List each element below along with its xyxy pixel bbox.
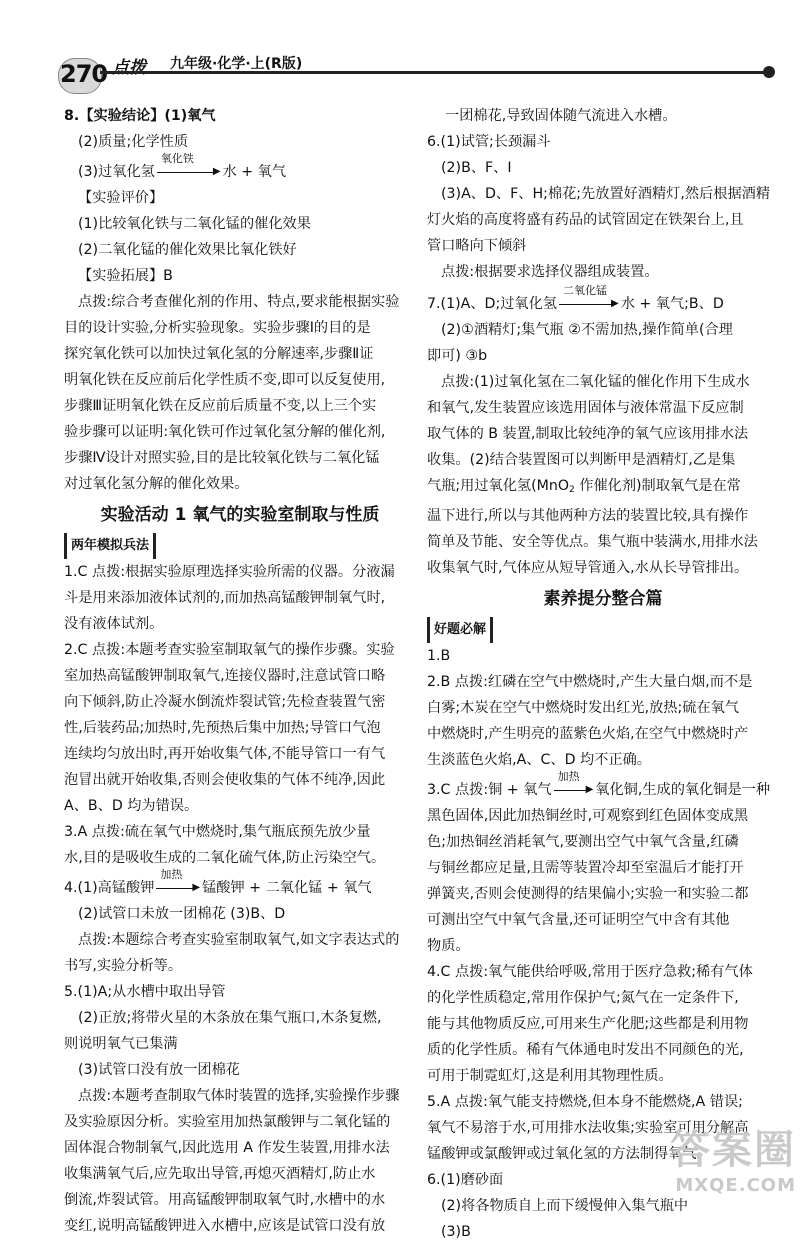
answer-2: 2.C 点拨:本题考查实验室制取氧气的操作步骤。实验 室加热高锰酸钾制取氧气,连接仪器时,注意试管口略 向下倾斜,防止冷凝水倒流炸裂试管;先检查装置气密 性,后装药品;加热时,先预热后集中加热;导管口气泡 连续均匀放出时,再开始收集气体,不能导管口一有气 泡冒出就开始收集,否则会使收集的气体不纯净,因此 A、B、D 均为错误。: [64, 642, 395, 814]
tip-line: 探究氧化铁可以加快过氧化氢的分解速率,步骤Ⅱ证: [64, 346, 374, 362]
answer-6-tip: 点拨:根据要求选择仪器组成装置。: [441, 264, 659, 280]
answer-r4: 4.C 点拨:氧气能供给呼吸,常用于医疗急救;稀有气体 的化学性质稳定,常用作保护气;氮气在一定条件下, 能与其他物质反应,可用来生产化肥;这些都是利用物 质的化学性质。稀有气体通电时发出不同颜色的光, 可用于制霓虹灯,这是利用其物理性质。: [427, 964, 753, 1084]
q8-equation: [64, 152, 416, 185]
q8-conclusion: 8.【实验结论】(1)氧气: [64, 108, 216, 124]
q8-products: 水 + 氧气: [222, 164, 287, 180]
answer-7-tip: 点拨:(1)过氧化氢在二氧化锰的催化作用下生成水 和氧气,发生装置应该选用固体与液体常温下反应制 取气体的 B 装置,制取比较纯净的氧气应该用排水法 收集。(2)结合装置图可以判断甲是酒精灯,乙是集 气瓶;用过氧化氢(MnO$_2$ 作催化剂)制取氧气是在常 温下进行,所以与其他两种方法的装置比较,具有操作 简单及节能、安全等优点。集气瓶中装满水,用排水法 收集氧气时,气体应从短导管通入,水从长导管排出。: [427, 374, 758, 576]
answer-3: 3.A 点拨:硫在氧气中燃烧时,集气瓶底预先放少量 水,目的是吸收生成的二氧化硫气体,防止污染空气。: [64, 824, 386, 866]
q8-extension: 【实验拓展】B: [78, 268, 173, 284]
left-column: [64, 103, 416, 1239]
book-subtitle: 九年级·化学·上(R版): [170, 56, 303, 72]
answer-4-tip: 点拨:本题综合考查实验室制取氧气,如文字表达式的 书写,实验分析等。: [64, 932, 400, 974]
continued-line: 一团棉花,导致固体随气流进入水槽。: [445, 108, 677, 124]
page-header: [0, 0, 806, 110]
reaction-arrow-icon: 加热 ▶: [156, 875, 200, 901]
answer-4-line2: (2)试管口未放一团棉花 (3)B、D: [78, 906, 286, 922]
watermark-url: MXQE.COM: [675, 1175, 796, 1196]
tag-two-years: 两年模拟兵法: [64, 533, 156, 559]
brand-logo: 点拨: [112, 58, 146, 78]
tip-line: 对过氧化氢分解的催化效果。: [64, 476, 249, 492]
answer-r6: 6.(1)磨砂面 (2)将各物质自上而下缓慢伸入集气瓶中 (3)B: [427, 1172, 689, 1240]
tag-good-problems: 好题必解: [427, 617, 493, 643]
watermark: [670, 1118, 796, 1196]
answer-r3: 黑色固体,因此加热铜丝时,可观察到红色固体变成黑 色;加热铜丝消耗氧气,要测出空气中氧气含量,红磷 与铜丝都应足量,且需等装置冷却至室温后才能打开 弹簧夹,否则会使测得的结果偏小;实验一和实验二都 可测出空气中氧气含量,还可证明空气中含有其他 物质。: [427, 808, 749, 954]
section-title-activity: 实验活动 1 氧气的实验室制取与性质: [100, 505, 380, 525]
answer-r5: 5.A 点拨:氧气能支持燃烧,但本身不能燃烧,A 错误; 氧气不易溶于水,可用排水法收集;实验室可用分解高 锰酸钾或氯酸钾或过氧化氢的方法制得氧气。: [427, 1094, 749, 1162]
answer-7-equation: 7.(1)A、D;过氧化氢 二氧化锰 ▶ 水 + 氧气;B、D: [427, 291, 779, 317]
tip-line: 步骤Ⅳ设计对照实验,目的是比较氧化铁与二氧化锰: [64, 450, 380, 466]
q8-reactant: (3)过氧化氢: [78, 164, 155, 180]
header-dot-icon: [763, 66, 775, 78]
answer-1: 1.C 点拨:根据实验原理选择实验所需的仪器。分液漏 斗是用来添加液体试剂的,而加热高锰酸钾制氧气时, 没有液体试剂。: [64, 564, 395, 632]
q8-eval-1: (1)比较氧化铁与二氧化锰的催化效果: [78, 216, 311, 232]
tip-line: 明氧化铁在反应前后化学性质不变,即可以反复使用,: [64, 372, 386, 388]
right-column: [427, 103, 779, 1245]
tip-line: 目的设计实验,分析实验现象。实验步骤Ⅰ的目的是: [64, 320, 371, 336]
tip-line: 验步骤可以证明:氧化铁可作过氧化氢分解的催化剂,: [64, 424, 386, 440]
section-title-literacy: 素养提分整合篇: [543, 589, 663, 609]
q8-catalyst: 氧化铁: [160, 152, 194, 165]
reaction-arrow-icon: 二氧化锰 ▶: [559, 291, 619, 317]
answer-5-tip: 点拨:本题考查制取气体时装置的选择,实验操作步骤 及实验原因分析。实验室用加热氯酸钾与二氧化锰的 固体混合物制氧气,因此选用 A 作发生装置,用排水法 收集满氧气后,应先取出导管,再熄灭酒精灯,防止水 倒流,炸裂试管。用高锰酸钾制取氧气时,水槽中的水 变红,说明高锰酸钾进入水槽中,应该是试管口没有放: [64, 1088, 400, 1234]
answer-5: 5.(1)A;从水槽中取出导管 (2)正放;将带火星的木条放在集气瓶口,木条复燃, 则说明氧气已集满 (3)试管口没有放一团棉花: [64, 984, 382, 1078]
tip-line: 步骤Ⅲ证明氧化铁在反应前后质量不变,以上三个实: [64, 398, 377, 414]
q8-line2: (2)质量;化学性质: [78, 134, 189, 150]
page-number: 270: [60, 60, 108, 88]
reaction-arrow-icon: 加热 ▶: [554, 777, 594, 803]
watermark-logo: 答案圈: [670, 1127, 796, 1173]
q8-eval-heading: 【实验评价】: [78, 190, 164, 206]
answer-7-line3: 即可) ③b: [427, 348, 488, 364]
answer-4-equation: 4.(1)高锰酸钾 加热 ▶ 锰酸钾 + 二氧化锰 + 氧气: [64, 875, 416, 901]
answer-7-line2: (2)①酒精灯;集气瓶 ②不需加热,操作简单(合理: [441, 322, 733, 338]
answer-r2: 2.B 点拨:红磷在空气中燃烧时,产生大量白烟,而不是 白雾;木炭在空气中燃烧时发出红光,放热;硫在氧气 中燃烧时,产生明亮的蓝紫色火焰,在空气中燃烧时产 生淡蓝色火焰,A、C、D 均不正确。: [427, 674, 753, 768]
q8-tip: [64, 289, 416, 497]
answer-6: 6.(1)试管;长颈漏斗 (2)B、F、I (3)A、D、F、H;棉花;先放置好酒精灯,然后根据酒精 灯火焰的高度将盛有药品的试管固定在铁架台上,且 管口略向下倾斜: [427, 134, 771, 254]
answer-r1: 1.B: [427, 648, 451, 664]
reaction-arrow-icon: 氧化铁 ▶: [157, 159, 221, 185]
q8-eval-2: (2)二氧化锰的催化效果比氧化铁好: [78, 242, 297, 258]
header-rule: [100, 71, 766, 74]
answer-r3-equation: 3.C 点拨:铜 + 氧气 加热 ▶ 氧化铜,生成的氧化铜是一种: [427, 777, 779, 803]
tip-line: 点拨:综合考查催化剂的作用、特点,要求能根据实验: [78, 294, 400, 310]
